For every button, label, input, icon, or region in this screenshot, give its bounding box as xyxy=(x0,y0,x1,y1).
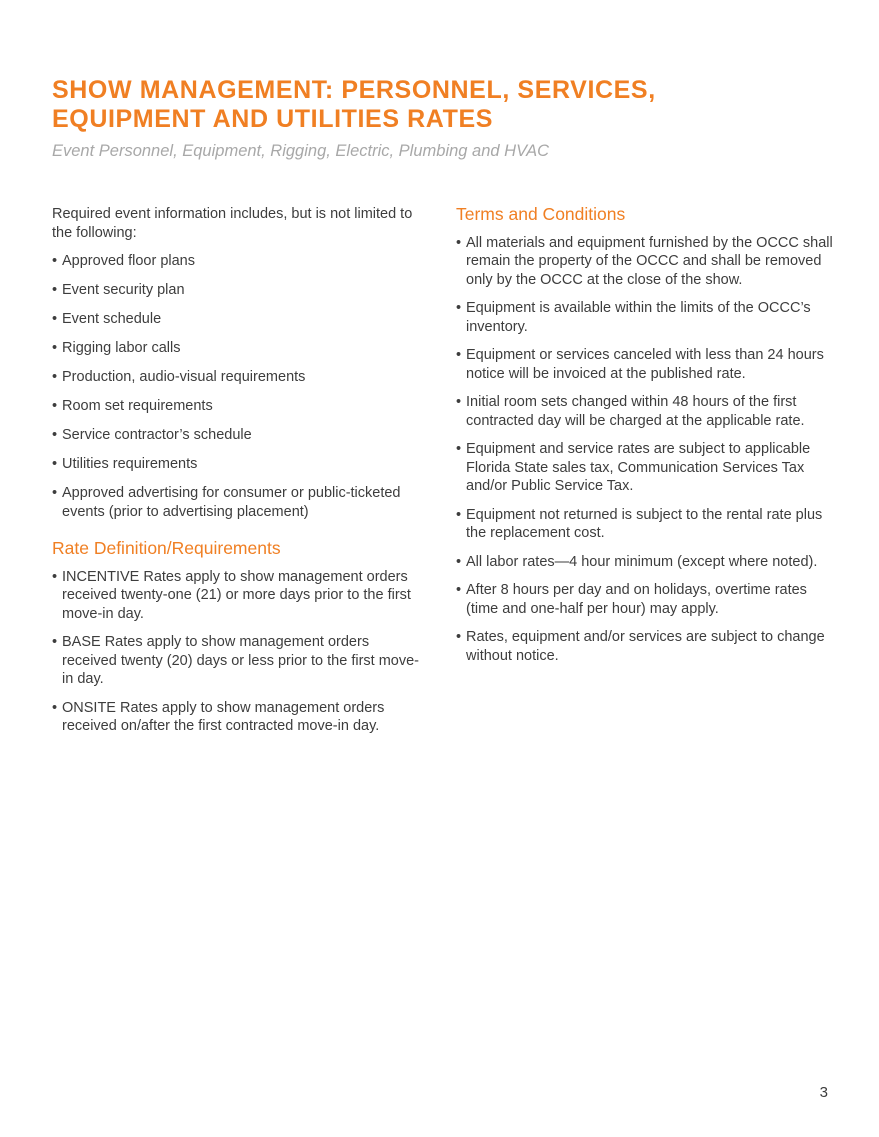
list-item: • Room set requirements xyxy=(52,397,424,416)
list-item: • BASE Rates apply to show management orders received twenty (20) days or less prior to the first move-in day. xyxy=(52,633,424,689)
list-item: • All labor rates—4 hour minimum (except where noted). xyxy=(456,553,836,572)
terms-list xyxy=(456,234,836,666)
list-item: • Utilities requirements xyxy=(52,455,424,474)
list-item: • Rates, equipment and/or services are subject to change without notice. xyxy=(456,628,836,665)
list-item: • INCENTIVE Rates apply to show management orders received twenty-one (21) or more days prior to the first move-in day. xyxy=(52,568,424,624)
left-column xyxy=(52,205,424,746)
page-title: SHOW MANAGEMENT: PERSONNEL, SERVICES, EQUIPMENT AND UTILITIES RATES xyxy=(52,76,656,133)
list-item: • ONSITE Rates apply to show management orders received on/after the first contracted move-in day. xyxy=(52,699,424,736)
page-number: 3 xyxy=(819,1084,828,1101)
terms-heading: Terms and Conditions xyxy=(456,204,626,224)
list-item: • Equipment is available within the limits of the OCCC’s inventory. xyxy=(456,299,836,336)
list-item: • Event schedule xyxy=(52,310,424,329)
list-item: • After 8 hours per day and on holidays, overtime rates (time and one-half per hour) may apply. xyxy=(456,581,836,618)
list-item: • Rigging labor calls xyxy=(52,339,424,358)
page-subtitle: Event Personnel, Equipment, Rigging, Electric, Plumbing and HVAC xyxy=(52,142,550,160)
rate-definition-heading: Rate Definition/Requirements xyxy=(52,538,281,558)
required-info-list xyxy=(52,252,424,521)
list-item: • Service contractor’s schedule xyxy=(52,426,424,445)
list-item: • Initial room sets changed within 48 hours of the first contracted day will be charged at the applicable rate. xyxy=(456,393,836,430)
list-item: • All materials and equipment furnished by the OCCC shall remain the property of the OCCC and shall be removed only by the OCCC at the close of the show. xyxy=(456,234,836,290)
list-item: • Event security plan xyxy=(52,281,424,300)
list-item: • Equipment and service rates are subject to applicable Florida State sales tax, Communication Services Tax and/or Public Service Tax. xyxy=(456,440,836,496)
list-item: • Approved advertising for consumer or public-ticketed events (prior to advertising placement) xyxy=(52,484,424,521)
right-column xyxy=(456,205,836,675)
list-item: • Equipment not returned is subject to the rental rate plus the replacement cost. xyxy=(456,506,836,543)
list-item: • Approved floor plans xyxy=(52,252,424,271)
rate-definition-list xyxy=(52,568,424,736)
list-item: • Equipment or services canceled with less than 24 hours notice will be invoiced at the published rate. xyxy=(456,346,836,383)
list-item: • Production, audio-visual requirements xyxy=(52,368,424,387)
required-info-intro: Required event information includes, but is not limited to the following: xyxy=(52,206,413,241)
